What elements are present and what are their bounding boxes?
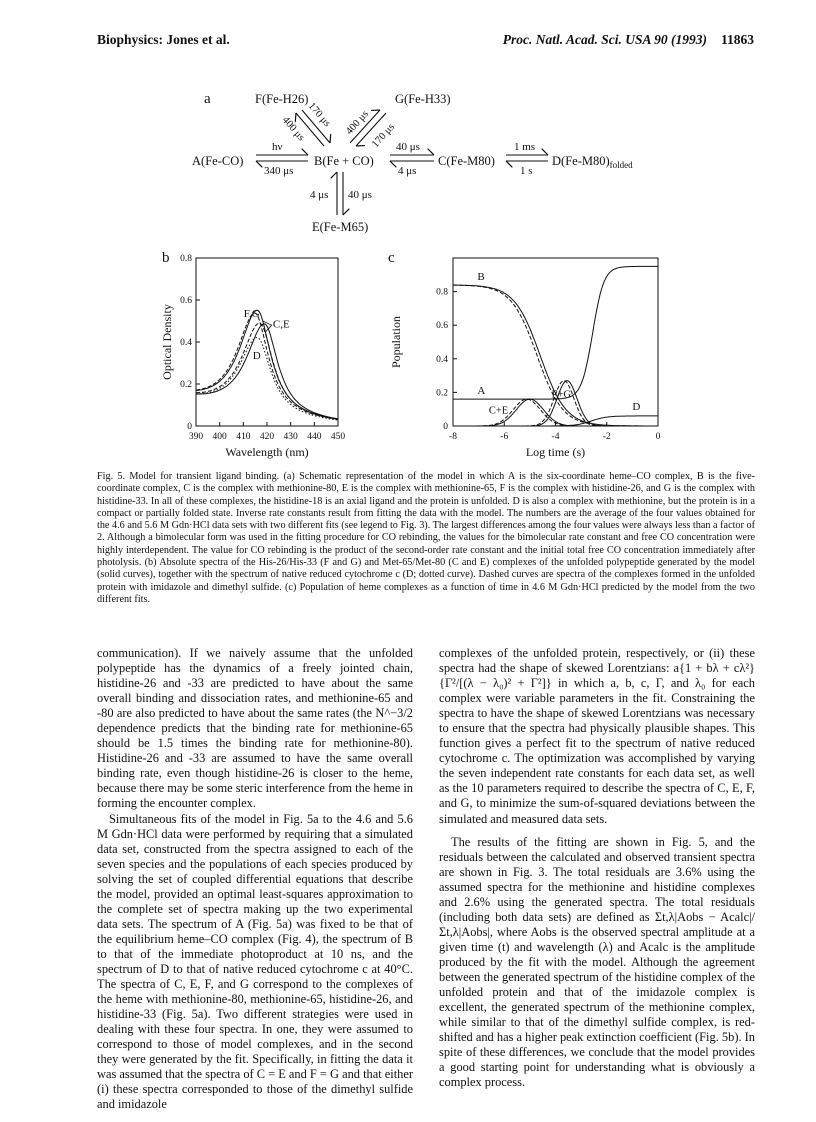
chart-c-label-A: A <box>477 385 486 398</box>
journal-header <box>503 32 754 48</box>
rate-FB-a: 170 μs <box>305 100 333 130</box>
panel-label-c: c <box>388 250 395 266</box>
rate-BC-rev: 4 μs <box>398 165 417 177</box>
body-column-left <box>97 646 413 1112</box>
chart-b-label-CE: C,E <box>272 318 290 331</box>
page-number: 11863 <box>720 32 754 47</box>
chart-c-xlabel: Log time (s) <box>525 445 586 459</box>
rate-340: 340 μs <box>264 165 294 177</box>
scheme-diagram <box>190 88 633 238</box>
figure-caption <box>97 471 755 606</box>
chart-c-label-B: B <box>477 270 485 283</box>
species-D-sub: folded <box>609 160 633 170</box>
chart-c-ylabel: Population <box>389 315 403 369</box>
chart-c-label-D: D <box>632 401 641 414</box>
chart-c-frame <box>453 258 658 426</box>
chart-c-ytick-label: 0.4 <box>436 354 448 365</box>
journal-citation: Proc. Natl. Acad. Sci. USA 90 (1993) <box>502 32 707 47</box>
chart-c-xtick-label: -6 <box>500 432 509 442</box>
chart-b-xtick-label: 420 <box>259 432 275 442</box>
chart-b-ylabel: Optical Density <box>160 304 174 380</box>
panel-label-a: a <box>204 91 211 107</box>
chart-b-xtick-label: 400 <box>212 432 227 442</box>
species-G: G(Fe-H33) <box>395 92 451 106</box>
chart-b-curve <box>196 313 338 419</box>
chart-c-ytick-label: 0.6 <box>436 321 448 332</box>
species-F: F(Fe-H26) <box>255 92 309 106</box>
chart-b-ytick-label: 0.2 <box>180 380 192 390</box>
chart-c-label-FG: F+G <box>551 389 572 401</box>
chart-c-label-CE: C+E <box>488 405 509 417</box>
rate-CD-rev: 1 s <box>520 165 533 177</box>
chart-b-xtick-label: 440 <box>307 432 322 442</box>
caption-label: Fig. 5. <box>97 471 126 482</box>
species-C: C(Fe-M80) <box>438 154 495 168</box>
species-D: $D(Fe-M80)_{folded}$ <box>552 154 633 170</box>
chart-c-ytick-label: 0 <box>443 422 448 432</box>
left-paragraph-2: Simultaneous fits of the model in Fig. 5a to the 4.6 and 5.6 M Gdn·HCl data were performed by requiring that a simulated data set, constructed from the spectra assigned to each of the seven species and the populations of each species produced by solving the set of coupled differential equations that describe the model, provided an optimal least-squares approximation to the complete set of spectra making up the two experimental data sets. The spectrum of A (Fig. 5a) was fixed to be that of the equilibrium heme–CO complex (Fig. 4), the spectrum of B to that of the immediate photoproduct at 10 ns, and the spectrum of D to that of native reduced cytochrome c at 40°C. The spectra of C, E, F, and G correspond to the complexes of the heme with methionine-80, methionine-65, histidine-26, and histidine-33 (Fig. 5a). Two different strategies were used in dealing with these four spectra. In one, they were assumed to correspond to those of model complexes, and in the second they were generated by the fit. Specifically, in fitting the data it was assumed that the spectra of C = E and F = G and that either (i) these spectra corresponded to those of the dimethyl sulfide and imidazole <box>97 811 413 1112</box>
rate-hv: hν <box>272 141 283 153</box>
chart-b-ytick-label: 0.8 <box>180 254 192 264</box>
right-paragraph-1: complexes of the unfolded protein, respectively, or (ii) these spectra had the shape of skewed Lorentzians: a{1 + bλ + cλ²}{Γ²/[(λ − λ₀)² + Γ²]} in which a, b, c, Γ, and λ₀ for each complex were variable parameters in the fit. Constraining the spectra to have the shape of skewed Lorentzians was necessary to ensure that the spectra had physically plausible shapes. This function gives a perfect fit to the spectrum of native reduced cytochrome c. The optimization was accomplished by varying the seven independent rate constants for each data set, as well as the 10 parameters required to describe the spectra of C, E, F, and G, to minimize the sum-of-squared deviations between the simulated and measured data sets. <box>439 646 755 826</box>
running-head: Biophysics: Jones et al. <box>97 32 230 47</box>
chart-c-xtick-label: -2 <box>602 432 611 442</box>
chart-c-xtick-label: -4 <box>551 432 560 442</box>
right-paragraph-2: The results of the fitting are shown in Fig. 5, and the residuals between the calculated and observed transient spectra are shown in Fig. 3. The total residuals are 3.6% using the assumed spectra for the methionine and histidine complexes and 2.6% using the generated spectra. The total residuals (including both data sets) are defined as Σt,λ|Aobs − Acalc|/Σt,λ|Aobs|, where Aobs is the observed spectral amplitude at a given time (t) and wavelength (λ) and Acalc is the amplitude produced by the fit with the model. Although the agreement between the generated spectrum of the histidine complex of the unfolded protein and that of the imidazole complex is excellent, the generated spectrum of the methionine complex, while similar to that of the dimethyl sulfide complex, is red-shifted and has a higher peak extinction coefficient (Fig. 5b). In spite of these differences, we conclude that the model provides a good starting point for understanding what is obviously a complex process. <box>439 834 755 1090</box>
rate-GB-b: 170 μs <box>370 121 398 151</box>
chart-c-ytick-label: 0.8 <box>436 287 448 298</box>
chart-c-curve-B <box>453 285 658 426</box>
species-B: B(Fe + CO) <box>314 154 374 168</box>
chart-b-xtick-label: 410 <box>236 432 251 442</box>
panel-label-b: b <box>162 250 170 266</box>
chart-b-ytick-label: 0.6 <box>180 296 192 306</box>
rate-GB-a: 400 μs <box>344 108 372 138</box>
caption-text: Model for transient ligand binding. (a) Schematic representation of the model in which A is the six-coordinate heme–CO complex, B is the five-coordinate complex, C is the complex with methionine-80, E is the complex with methionine-65, F is the complex with histidine-26, and G is the complex with histidine-33. In all of these complexes, the histidine-18 is an axial ligand and the protein is unfolded. D is also a complex with methionine, but the protein is in a compact or partially folded state. Inverse rate constants result from fitting the data with the model. The numbers are the average of the four values obtained for the 4.6 and 5.6 M Gdn·HCl data sets with two different fits (see legend to Fig. 3). The largest differences among the four values were always less than a factor of 2. Although a bimolecular form was used in the fitting procedure for CO rebinding, the values for the bimolecular rate constant and free CO concentration were highly interdependent. The value for CO rebinding is the product of the second-order rate constant and the initial total free CO concentration immediately after photolysis. (b) Absolute spectra of the His-26/His-33 (F and G) and Met-65/Met-80 (C and E) complexes of the unfolded polypeptide generated by the model (solid curves), together with the spectrum of native reduced cytochrome c (D; dotted curve). Dashed curves are spectra of the complexes formed in the unfolded protein with imidazole and dimethyl sulfide. (c) Population of heme complexes as a function of time in 4.6 M Gdn·HCl predicted by the model from the two different fits. <box>97 471 756 605</box>
chart-c-ytick-label: 0.2 <box>436 388 448 399</box>
left-paragraph-1: communication). If we naively assume that the unfolded polypeptide has the dynamics of a freely jointed chain, histidine-26 and -33 are predicted to have about the same overall binding and dissociation rates, and methionine-65 and -80 are also predicted to have about the same rates (the N^−3/2 dependence predicts that the binding rate for methionine-65 should be 1.5 times the binding rate for methionine-80). Histidine-26 and -33 are assumed to have the same overall binding rate, even though histidine-26 is closer to the heme, because there may be some steric interference from the heme in forming the encounter complex. <box>97 646 413 811</box>
chart-b-xtick-label: 430 <box>283 432 298 442</box>
chart-b-xtick-label: 450 <box>330 432 346 442</box>
body-column-right <box>439 646 755 1090</box>
chart-b-curve <box>196 338 338 421</box>
species-E: E(Fe-M65) <box>312 220 369 234</box>
chart-b-xlabel: Wavelength (nm) <box>225 445 309 459</box>
rate-FB-b: 400 μs <box>279 114 307 144</box>
rate-BE-up: 4 μs <box>310 189 329 201</box>
chart-c-curve-B-fit2 <box>453 285 658 426</box>
chart-c-xtick-label: -8 <box>449 432 457 442</box>
rate-BE-down: 40 μs <box>348 189 372 201</box>
species-A: A(Fe-CO) <box>192 154 244 168</box>
chart-b-ytick-label: 0.4 <box>180 338 192 348</box>
chart-b-ytick-label: 0 <box>187 422 192 432</box>
rate-BC-fwd: 40 μs <box>396 141 420 153</box>
chart-c-xtick-label: 0 <box>655 432 661 442</box>
figure-charts <box>140 246 680 461</box>
chart-b-label-FG: F,G <box>243 307 260 320</box>
rate-CD-fwd: 1 ms <box>514 141 536 153</box>
chart-b-xtick-label: 390 <box>188 432 204 442</box>
chart-b-frame <box>196 258 338 426</box>
chart-b-label-D: D <box>252 349 261 362</box>
